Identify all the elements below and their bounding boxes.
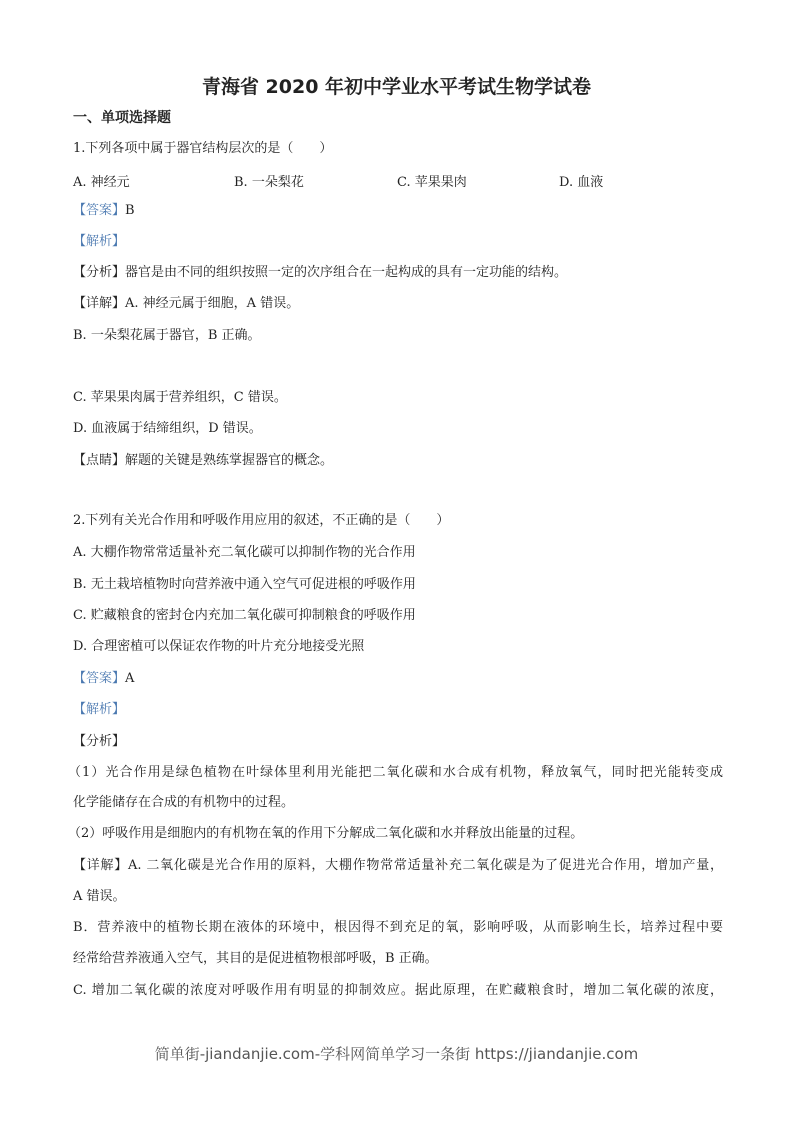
q1-stem: 1.下列各项中属于器官结构层次的是（ ） [73,141,333,156]
xiangjie-text: A. 神经元属于细胞，A 错误。 [125,296,300,311]
q1-fenxi [73,264,567,282]
xiangjie-label: 【详解】 [73,296,126,311]
q2-option-c: C. 贮藏粮食的密封仓内充加二氧化碳可抑制粮食的呼吸作用 [73,608,416,623]
q1-answer [73,202,135,220]
footer-watermark: 简单街-jiandanjie.com-学科网简单学习一条街 https://jiandanjie.com [154,1045,639,1063]
q2-fenxi-2: （2）呼吸作用是细胞内的有机物在氧的作用下分解成二氧化碳和水并释放出能量的过程。 [68,826,584,841]
q2-xiangjie-b-cont: 经常给营养液通入空气，其目的是促进植物根部呼吸，B 正确。 [73,951,438,966]
q1-dianjing [73,452,333,470]
q1-option-d: D. 血液 [559,175,604,190]
q2-xiangjie-a [73,857,723,875]
q2-fenxi-label: 【分析】 [73,734,126,749]
q2-fenxi-1: （1）光合作用是绿色植物在叶绿体里利用光能把二氧化碳和水合成有机物，释放氧气，同时把光能转变成 [68,765,723,780]
q1-xiangjie-b: B. 一朵梨花属于器官，B 正确。 [73,328,261,343]
q2-answer [73,670,134,688]
dianjing-label: 【点睛】 [73,453,126,468]
q1-jiexi-label: 【解析】 [73,234,126,249]
q2-stem: 2.下列有关光合作用和呼吸作用应用的叙述，不正确的是（ ） [73,513,450,528]
answer-value: A [125,671,135,686]
section-heading: 一、单项选择题 [73,110,171,126]
q1-xiangjie-d: D. 血液属于结缔组织，D 错误。 [73,421,262,436]
q2-xiangjie-b: B．营养液中的植物长期在液体的环境中，根因得不到充足的氧，影响呼吸，从而影响生长，培养过程中要 [73,920,723,935]
answer-value: B [125,203,135,218]
q1-option-b: B. 一朵梨花 [234,175,304,190]
q2-option-b: B. 无土栽培植物时向营养液中通入空气可促进根的呼吸作用 [73,577,416,592]
answer-label: 【答案】 [73,203,126,218]
xiangjie-label: 【详解】 [73,858,128,873]
answer-label: 【答案】 [73,671,126,686]
q1-option-c: C. 苹果果肉 [397,175,467,190]
xiangjie-text: A. 二氧化碳是光合作用的原料，大棚作物常常适量补充二氧化碳是为了促进光合作用，增加产量， [128,858,723,873]
document-title: 青海省 2020 年初中学业水平考试生物学试卷 [201,76,592,98]
q2-option-a: A. 大棚作物常常适量补充二氧化碳可以抑制作物的光合作用 [73,545,416,560]
fenxi-label: 【分析】 [73,265,126,280]
q2-option-d: D. 合理密植可以保证农作物的叶片充分地接受光照 [73,639,365,654]
fenxi-text: 器官是由不同的组织按照一定的次序组合在一起构成的具有一定功能的结构。 [125,265,568,280]
q2-fenxi-1-cont: 化学能储存在合成的有机物中的过程。 [73,795,295,810]
dianjing-text: 解题的关键是熟练掌握器官的概念。 [125,453,334,468]
q2-xiangjie-c: C. 增加二氧化碳的浓度对呼吸作用有明显的抑制效应。据此原理，在贮藏粮食时，增加二氧化碳的浓度， [73,983,723,998]
q1-xiangjie-c: C. 苹果果肉属于营养组织，C 错误。 [73,390,287,405]
q2-xiangjie-a-cont: A 错误。 [73,889,126,904]
q1-xiangjie [73,295,299,313]
q2-jiexi-label: 【解析】 [73,702,126,717]
q1-option-a: A. 神经元 [73,175,130,190]
